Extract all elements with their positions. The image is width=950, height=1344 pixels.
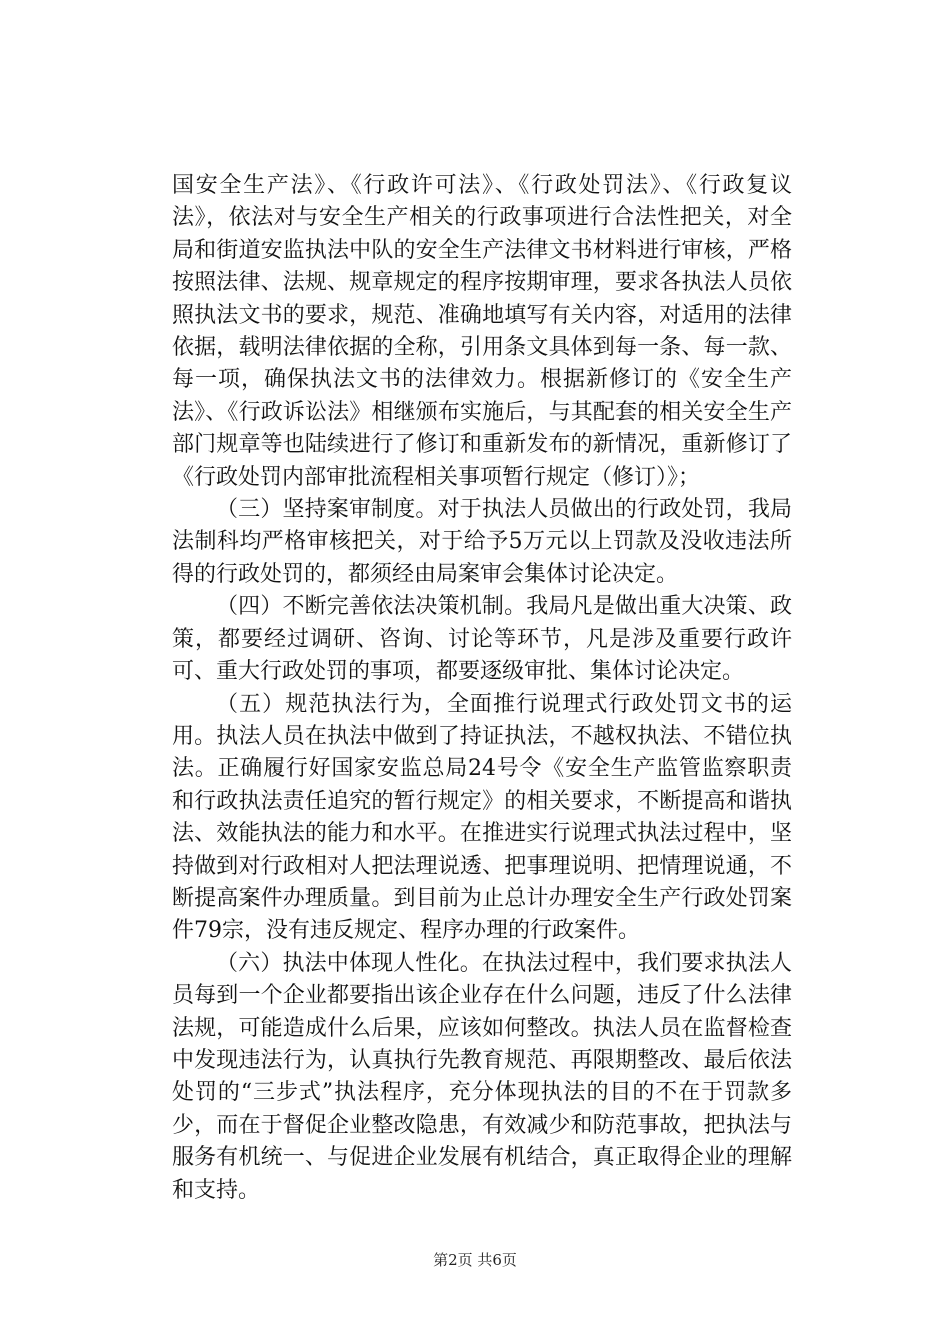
paragraph-section-6: （六）执法中体现人性化。在执法过程中，我们要求执法人员每到一个企业都要指出该企业存在什么问题，违反了什么法律法规，可能造成什么后果，应该如何整改。执法人员在监督检查中发现违法行为，认真执行先教育规范、再限期整改、最后依法处罚的“三步式”执法程序，充分体现执法的目的不在于罚款多少，而在于督促企业整改隐患，有效减少和防范事故，把执法与服务有机统一、与促进企业发展有机结合，真正取得企业的理解和支持。 — [172, 950, 792, 1203]
paragraph-section-3: （三）坚持案审制度。对于执法人员做出的行政处罚，我局法制科均严格审核把关，对于给予5万元以上罚款及没收违法所得的行政处罚的，都须经由局案审会集体讨论决定。 — [172, 497, 792, 587]
page-footer: 第2页 共6页 — [433, 1251, 517, 1269]
paragraph-continuation: 国安全生产法》、《行政许可法》、《行政处罚法》、《行政复议法》，依法对与安全生产相关的行政事项进行合法性把关，对全局和街道安监执法中队的安全生产法律文书材料进行审核，严格按照法律、法规、规章规定的程序按期审理，要求各执法人员依照执法文书的要求，规范、准确地填写有关内容，对适用的法律依据，载明法律依据的全称，引用条文具体到每一条、每一款、每一项，确保执法文书的法律效力。根据新修订的《安全生产法》、《行政诉讼法》相继颁布实施后，与其配套的相关安全生产部门规章等也陆续进行了修订和重新发布的新情况，重新修订了《行政处罚内部审批流程相关事项暂行规定（修订）》； — [172, 173, 792, 490]
paragraph-section-5: （五）规范执法行为，全面推行说理式行政处罚文书的运用。执法人员在执法中做到了持证执法，不越权执法、不错位执法。正确履行好国家安监总局24号令《安全生产监管监察职责和行政执法责任追究的暂行规定》的相关要求，不断提高和谐执法、效能执法的能力和水平。在推进实行说理式执法过程中，坚持做到对行政相对人把法理说透、把事理说明、把情理说通，不断提高案件办理质量。到目前为止总计办理安全生产行政处罚案件79宗，没有违反规定、程序办理的行政案件。 — [172, 691, 792, 944]
document-body — [172, 170, 792, 1207]
paragraph-section-4: （四）不断完善依法决策机制。我局凡是做出重大决策、政策，都要经过调研、咨询、讨论等环节，凡是涉及重要行政许可、重大行政处罚的事项，都要逐级审批、集体讨论决定。 — [172, 594, 792, 685]
